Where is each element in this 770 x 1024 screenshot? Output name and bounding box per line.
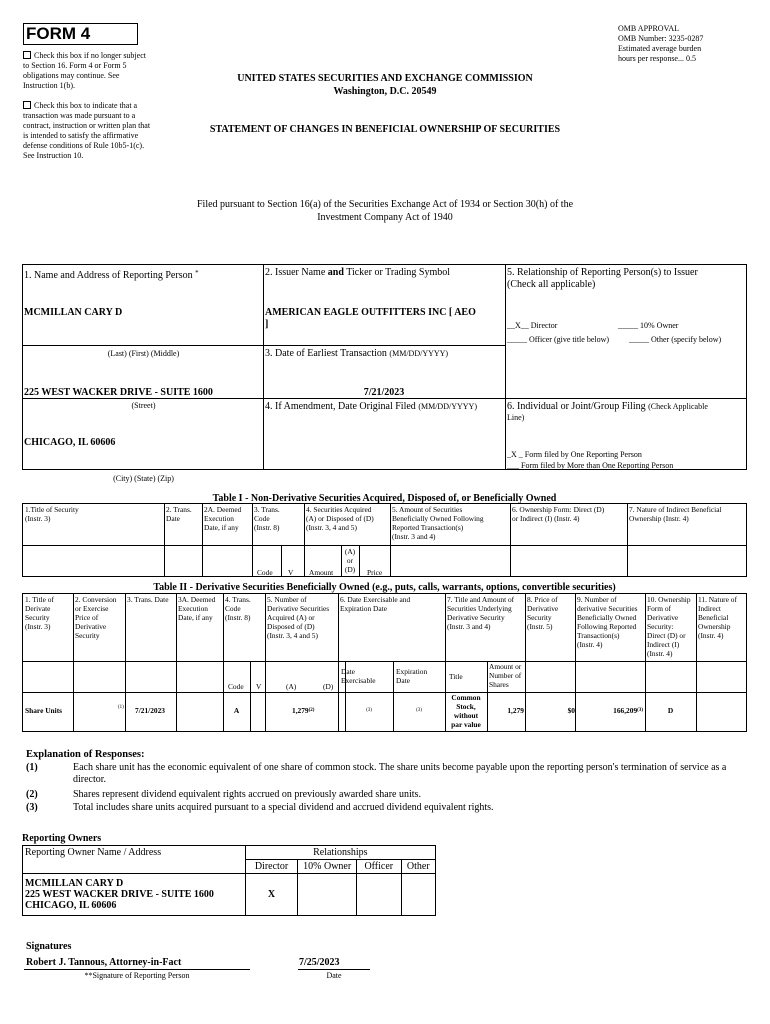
t2-col-exercisable: 6. Date Exercisable and Expiration Date [340, 595, 411, 613]
relationship-officer: _____ Officer (give title below) [507, 335, 610, 344]
t2-row-exp-note: (3) [416, 708, 422, 713]
table1-title: Table I - Non-Derivative Securities Acquired, Disposed of, or Beneficially Owned [212, 493, 557, 504]
t2-col-price: 8. Price of Derivative Security (Instr. 5) [527, 595, 559, 631]
reporting-person-city: CHICAGO, IL 60606 [24, 437, 116, 448]
reporting-person-name: MCMILLAN CARY D [24, 307, 123, 318]
t2-col-number: 5. Number of Derivative Securities Acquired (A) or Disposed of (D) (Instr. 3, 4 and 5) [267, 595, 330, 640]
ro-col-10pct: 10% Owner [298, 860, 357, 874]
t2-col-ownership-form: 10. Ownership Form of Derivative Security: Direct (D) or Indirect (I) (Instr. 4) [647, 595, 691, 658]
t1-sub-code: Code [257, 568, 273, 577]
signature-name: Robert J. Tannous, Attorney-in-Fact [26, 957, 182, 968]
box6-label: 6. Individual or Joint/Group Filing (Check Applicable Line) [507, 401, 708, 422]
ro-row-director: X [245, 874, 298, 916]
t2-col-owned: 9. Number of derivative Securities Beneficially Owned Following Reported Transaction(s) (Instr. 4) [577, 595, 638, 649]
reporting-owners-table [22, 845, 436, 916]
omb-approval: OMB APPROVAL OMB Number: 3235-0287 Estimated average burden hours per response... 0.5 [618, 24, 704, 63]
explanation-text-3: Total includes share units acquired pursuant to a special dividend and accrued dividend equivalent rights. [73, 802, 494, 813]
date-line [298, 969, 370, 970]
t2-row-code: A [233, 706, 240, 715]
reporting-info-frame [22, 264, 747, 470]
t2-row-acquired: 1,279$^{(2)}$ [292, 706, 315, 715]
box5-label: 5. Relationship of Reporting Person(s) to Issuer (Check all applicable) [507, 267, 698, 290]
ro-col-director: Director [245, 860, 298, 874]
ro-row-other [401, 874, 435, 916]
agency-name: UNITED STATES SECURITIES AND EXCHANGE COMMISSION [237, 73, 533, 84]
explanation-num-3: (3) [26, 802, 38, 813]
checkbox-10b5[interactable]: Check this box to indicate that a transaction was made pursuant to a contract, instruction or written plan that is intended to satisfy the affirmative defense conditions of Rule 10b5-1(c). See Instruction 10. [23, 101, 151, 160]
t2-row-conv-note: (1) [118, 705, 124, 710]
ro-col-other: Other [401, 860, 435, 874]
t1-sub-v: V [288, 568, 294, 577]
table2-title: Table II - Derivative Securities Beneficially Owned (e.g., puts, calls, warrants, options, convertible securities) [153, 582, 616, 593]
t1-col-amount-owned: 5. Amount of Securities Beneficially Owned Following Reported Transaction(s) (Instr. 3 and 4) [392, 505, 484, 541]
relationship-other: _____ Other (specify below) [629, 335, 722, 344]
signature-line [24, 969, 250, 970]
reporting-owners-heading: Reporting Owners [22, 833, 102, 844]
reporting-person-street: 225 WEST WACKER DRIVE - SUITE 1600 [24, 387, 213, 398]
t1-sub-amount: Amount [309, 568, 334, 577]
t2-row-owned: 166,209$^{(3)}$ [613, 706, 643, 715]
t2-row-form: D [667, 706, 674, 715]
issuer-name: AMERICAN EAGLE OUTFITTERS INC [ AEO ] [265, 307, 476, 330]
t2-col-title: 1. Title of Derivate Security (Instr. 3) [25, 595, 54, 631]
street-caption: (Street) [131, 401, 156, 410]
relationship-director: __X__ Director [507, 321, 558, 330]
t1-col-acquired: 4. Securities Acquired (A) or Disposed of (D) (Instr. 3, 4 and 5) [306, 505, 374, 532]
t1-col-code: 3. Trans. Code (Instr. 8) [254, 505, 280, 532]
t2-col-nature: 11. Nature of Indirect Beneficial Ownership (Instr. 4) [698, 595, 737, 640]
t2-row-price: $0 [567, 706, 575, 715]
signatures-heading: Signatures [26, 941, 72, 952]
explanation-num-2: (2) [26, 789, 38, 800]
t2-col-conversion: 2. Conversion or Exercise Price of Derivative Security [75, 595, 117, 640]
filing-option-one: _X _ Form filed by One Reporting Person [507, 450, 642, 459]
signature-caption: **Signature of Reporting Person [84, 971, 190, 980]
name-caption: (Last) (First) (Middle) [107, 349, 180, 358]
t2-col-date: 3. Trans. Date [127, 595, 169, 604]
box1-label: 1. Name and Address of Reporting Person * [24, 269, 199, 281]
agency-city: Washington, D.C. 20549 [333, 86, 437, 97]
t2-sub-v: V [256, 682, 262, 691]
t2-col-deemed: 3A. Deemed Execution Date, if any [178, 595, 216, 622]
box4-label: 4. If Amendment, Date Original Filed (MM/DD/YYYY) [265, 401, 477, 412]
ro-col-relationships: Relationships [245, 846, 435, 860]
ro-row-name: MCMILLAN CARY D 225 WEST WACKER DRIVE - SUITE 1600 CHICAGO, IL 60606 [23, 874, 246, 916]
explanation-text-2: Shares represent dividend equivalent rights accrued on previously awarded share units. [73, 789, 421, 800]
t1-sub-a-or-d: (A) or (D) [344, 547, 356, 574]
earliest-transaction-date: 7/21/2023 [363, 387, 405, 398]
t2-sub-d: (D) [323, 682, 334, 691]
checkbox-section16[interactable]: Check this box if no longer subject to Section 16. Form 4 or Form 5 obligations may continue. See Instruction 1(b). [23, 51, 146, 90]
date-caption: Date [326, 971, 342, 980]
t2-row-title: Share Units [25, 706, 63, 715]
city-caption: (City) (State) (Zip) [113, 474, 174, 483]
t1-col-title: 1.Title of Security (Instr. 3) [25, 505, 79, 523]
explanation-heading: Explanation of Responses: [26, 749, 145, 760]
ro-row-officer [357, 874, 402, 916]
ro-col-name: Reporting Owner Name / Address [23, 846, 246, 874]
statement-title: STATEMENT OF CHANGES IN BENEFICIAL OWNERSHIP OF SECURITIES [209, 124, 561, 135]
t2-col-underlying: 7. Title and Amount of Securities Underlying Derivative Security (Instr. 3 and 4) [447, 595, 515, 631]
filing-option-multiple: ___ Form filed by More than One Reporting Person [507, 461, 674, 470]
ro-row-10pct [298, 874, 357, 916]
t2-sub-date-exercisable: Date Exercisable [341, 667, 376, 685]
ro-col-officer: Officer [357, 860, 402, 874]
t2-row-date-ex-note: (3) [366, 708, 372, 713]
explanation-text-1: Each share unit has the economic equivalent of one share of common stock. The share units become payable upon the reporting person's termination of service as a director. [73, 762, 727, 785]
box3-label: 3. Date of Earliest Transaction (MM/DD/YYYY) [265, 348, 449, 359]
t2-sub-expiration: Expiration Date [396, 667, 428, 685]
t2-sub-a: (A) [286, 682, 297, 691]
t1-sub-price: Price [367, 568, 383, 577]
t2-sub-amount: Amount or Number of Shares [489, 662, 522, 689]
relationship-10pct-owner: _____ 10% Owner [618, 321, 679, 330]
checkbox-icon[interactable] [23, 51, 31, 59]
t2-sub-title: Title [449, 672, 463, 681]
t2-sub-code: Code [228, 682, 244, 691]
t1-col-date: 2. Trans. Date [166, 505, 192, 523]
t1-col-nature: 7. Nature of Indirect Beneficial Ownership (Instr. 4) [629, 505, 722, 523]
t2-row-date: 7/21/2023 [135, 706, 165, 715]
t1-col-deemed: 2A. Deemed Execution Date, if any [204, 505, 242, 532]
filed-pursuant-line2: Investment Company Act of 1940 [317, 212, 453, 223]
checkbox-icon[interactable] [23, 101, 31, 109]
t2-row-underlying-amount: 1,279 [507, 706, 524, 715]
t1-col-ownership-form: 6. Ownership Form: Direct (D) or Indirect (I) (Instr. 4) [512, 505, 605, 523]
box2-label: 2. Issuer Name and Ticker or Trading Symbol [265, 267, 451, 278]
t2-row-underlying-title: Common Stock, without par value [451, 693, 481, 729]
filed-pursuant-line1: Filed pursuant to Section 16(a) of the Securities Exchange Act of 1934 or Section 30(h) of the [196, 199, 574, 210]
explanation-num-1: (1) [26, 762, 38, 773]
signature-date: 7/25/2023 [299, 957, 340, 968]
form-title: FORM 4 [26, 24, 91, 43]
t2-col-code: 4. Trans. Code (Instr. 8) [225, 595, 251, 622]
